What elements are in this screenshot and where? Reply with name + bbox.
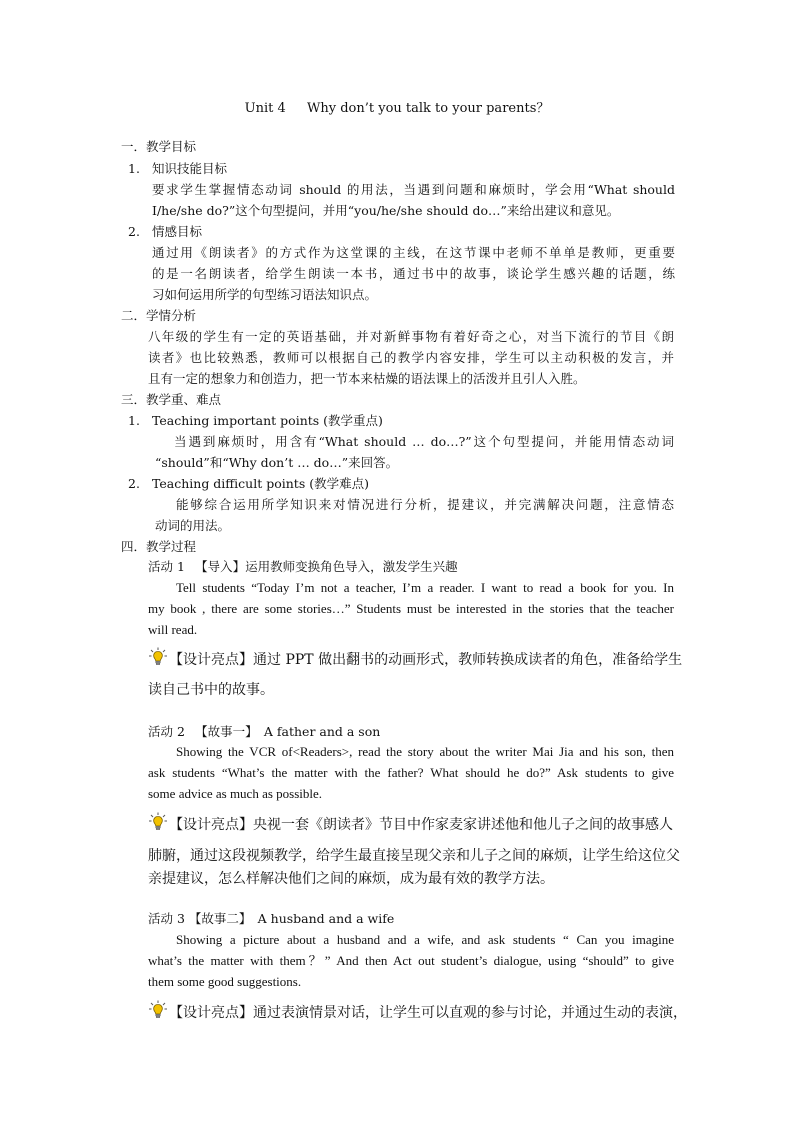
subheading-important-points: Teaching important points (教学重点) — [152, 413, 383, 428]
paragraph-line: 的是一名朗读者，给学生朗读一本书，通过书中的故事，谈论学生感兴趣的话题，练 — [152, 266, 675, 281]
subheading-knowledge: 知识技能目标 — [152, 161, 228, 176]
subheading-difficult-points: Teaching difficult points (教学难点) — [152, 476, 369, 491]
paragraph-line: 通过用《朗读者》的方式作为这堂课的主线，在这节课中老师不单单是教师，更重要 — [152, 245, 675, 260]
paragraph-line: Tell students “Today I’m not a teacher, I’m a reader. I want to read a book for you. In — [176, 580, 674, 595]
paragraph-line: 动词的用法。 — [155, 518, 231, 533]
paragraph-line: 八年级的学生有一定的英语基础，并对新鲜事物有着好奇之心，对当下流行的节目《朗 — [148, 329, 674, 344]
activity-1-title: 活动 1 【导入】运用教师变换角色导入，激发学生兴趣 — [148, 559, 458, 574]
activity-2-title: 活动 2 【故事一】 A father and a son — [148, 724, 381, 739]
paragraph-line: what’s the matter with them？” And then Act out student’s dialogue, using “should” to give — [148, 953, 674, 968]
paragraph-line: 当遇到麻烦时，用含有“What should … do…?”这个句型提问，并能用情态动词 — [174, 434, 674, 449]
list-number: 1. — [128, 161, 140, 176]
lightbulb-icon — [148, 1000, 168, 1020]
paragraph-line: 习如何运用所学的句型练习语法知识点。 — [152, 287, 378, 302]
note-line: 读自己书中的故事。 — [148, 682, 274, 698]
note-line: 肺腑，通过这段视频教学，给学生最直接呈现父亲和儿子之间的麻烦，让学生给这位父 — [148, 848, 680, 864]
list-number: 2. — [128, 476, 140, 491]
paragraph-line: 读者》也比较熟悉，教师可以根据自己的教学内容安排，学生可以主动积极的发言，并 — [148, 350, 674, 365]
note-line: 【设计亮点】通过 PPT 做出翻书的动画形式，教师转换成读者的角色，准备给学生 — [169, 652, 683, 668]
paragraph-line: “should”和“Why don’t … do…”来回答。 — [155, 455, 399, 470]
lightbulb-icon — [148, 647, 168, 667]
design-highlight-note — [148, 647, 683, 669]
paragraph-line: 且有一定的想象力和创造力，把一节本来枯燥的语法课上的活泼并且引人入胜。 — [148, 371, 586, 386]
list-number: 2. — [128, 224, 140, 239]
paragraph-line: Showing a picture about a husband and a wife, and ask students “ Can you imagine — [176, 932, 674, 947]
section-heading-objectives: 一．教学目标 — [121, 139, 197, 154]
section-heading-key-points: 三．教学重、难点 — [121, 392, 222, 407]
paragraph-line: I/he/she do?”这个句型提问，并用“you/he/she should do…”来给出建议和意见。 — [152, 203, 620, 218]
paragraph-line: will read. — [148, 622, 198, 637]
note-line: 【设计亮点】央视一套《朗读者》节目中作家麦家讲述他和他儿子之间的故事感人 — [169, 817, 673, 833]
document-title: Unit 4 Why don’t you talk to your parents？ — [244, 101, 550, 116]
section-heading-process: 四．教学过程 — [121, 539, 197, 554]
subheading-emotion: 情感目标 — [152, 224, 203, 239]
note-line: 亲提建议，怎么样解决他们之间的麻烦，成为最有效的教学方法。 — [148, 871, 554, 887]
activity-3-title: 活动 3 【故事二】 A husband and a wife — [148, 911, 395, 926]
list-number: 1. — [128, 413, 140, 428]
section-heading-analysis: 二．学情分析 — [121, 308, 197, 323]
paragraph-line: ask students “What’s the matter with the father? What should he do?” Ask students to give — [148, 765, 674, 780]
note-line: 【设计亮点】通过表演情景对话，让学生可以直观的参与讨论，并通过生动的表演， — [169, 1005, 687, 1021]
design-highlight-note — [148, 1000, 687, 1022]
design-highlight-note — [148, 812, 673, 834]
paragraph-line: Showing the VCR of<Readers>, read the story about the writer Mai Jia and his son, then — [176, 744, 674, 759]
paragraph-line: my book , there are some stories…” Students must be interested in the stories that the teacher — [148, 601, 674, 616]
paragraph-line: 要求学生掌握情态动词 should 的用法，当遇到问题和麻烦时，学会用“What should — [152, 182, 675, 197]
paragraph-line: some advice as much as possible. — [148, 786, 323, 801]
paragraph-line: them some good suggestions. — [148, 974, 302, 989]
lightbulb-icon — [148, 812, 168, 832]
paragraph-line: 能够综合运用所学知识来对情况进行分析，提建议，并完满解决问题，注意情态 — [176, 497, 674, 512]
